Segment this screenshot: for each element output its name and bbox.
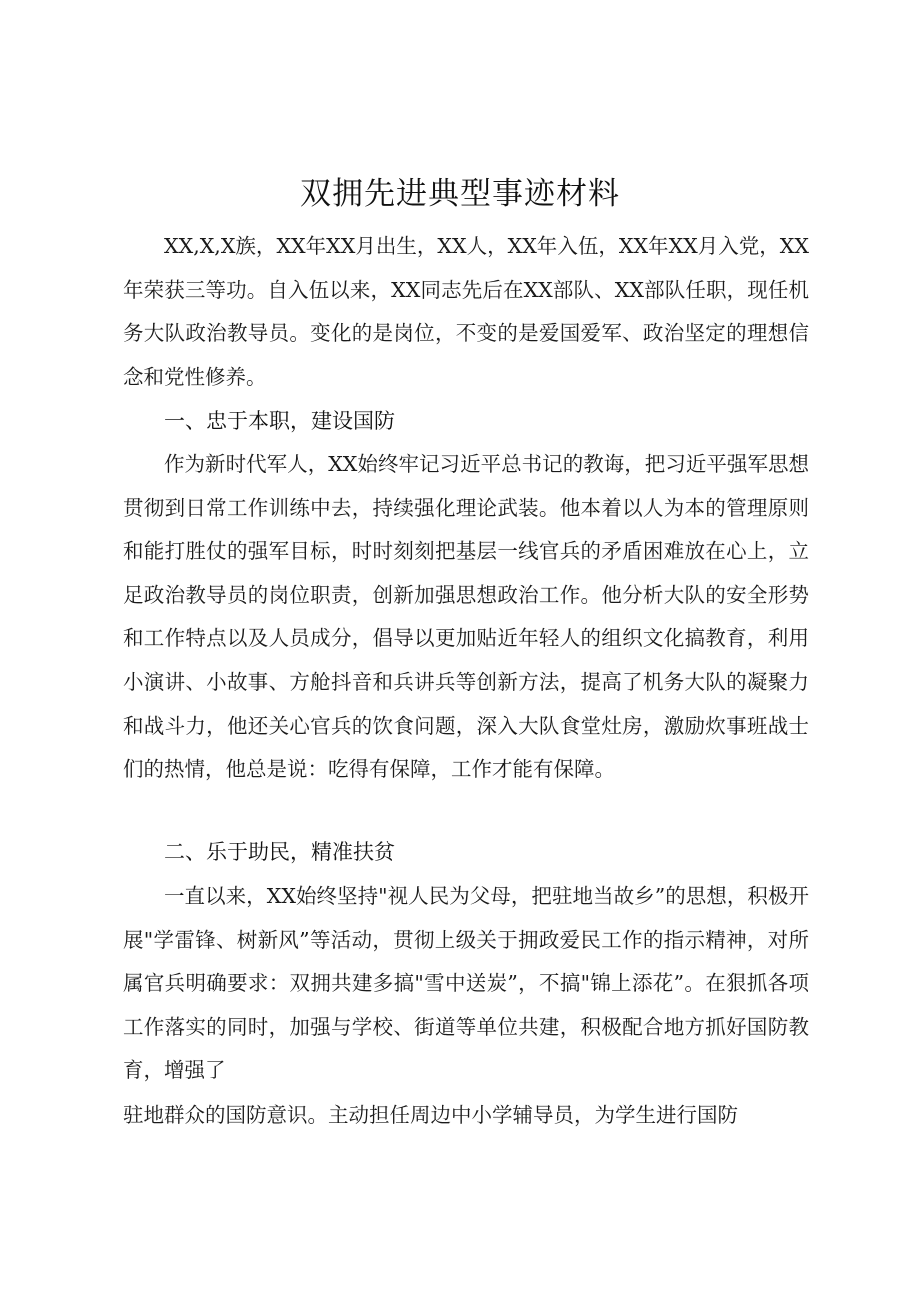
section-2-paragraph: 一直以来，XX始终坚持"视人民为父母，把驻地当故乡”的思想，积极开展"学雷锋、树新风”等活动，贯彻上级关于拥政爱民工作的指示精神，对所属官兵明确要求：双拥共建多搞"雪中送炭”，不搞"锦上添花”。在狠抓各项工作落实的同时，加强与学校、街道等单位共建，积极配合地方抓好国防教育，增强了 bbox=[123, 884, 809, 1083]
section-2-continuation: 驻地群众的国防意识。主动担任周边中小学辅导员，为学生进行国防 bbox=[123, 1103, 738, 1127]
intro-paragraph: XX,X,X族，XX年XX月出生，XX人，XX年入伍，XX年XX月入党，XX年荣获三等功。自入伍以来，XX同志先后在XX部队、XX部队任职，现任机务大队政治教导员。变化的是岗位，不变的是爱国爱军、政治坚定的理想信念和党性修养。 bbox=[123, 234, 809, 389]
section-1-heading: 一、忠于本职，建设国防 bbox=[164, 409, 395, 433]
document-title: 双拥先进典型事迹材料 bbox=[300, 176, 620, 212]
section-1-paragraph: 作为新时代军人，XX始终牢记习近平总书记的教诲，把习近平强军思想贯彻到日常工作训练中去，持续强化理论武装。他本着以人为本的管理原则和能打胜仗的强军目标，时时刻刻把基层一线官兵的矛盾困难放在心上，立足政治教导员的岗位职责，创新加强思想政治工作。他分析大队的安全形势和工作特点以及人员成分，倡导以更加贴近年轻人的组织文化搞教育，利用小演讲、小故事、方舱抖音和兵讲兵等创新方法，提高了机务大队的凝聚力和战斗力，他还关心官兵的饮食问题，深入大队食堂灶房，激励炊事班战士们的热情，他总是说：吃得有保障，工作才能有保障。 bbox=[123, 452, 809, 782]
section-2-heading: 二、乐于助民，精准扶贫 bbox=[164, 840, 395, 864]
